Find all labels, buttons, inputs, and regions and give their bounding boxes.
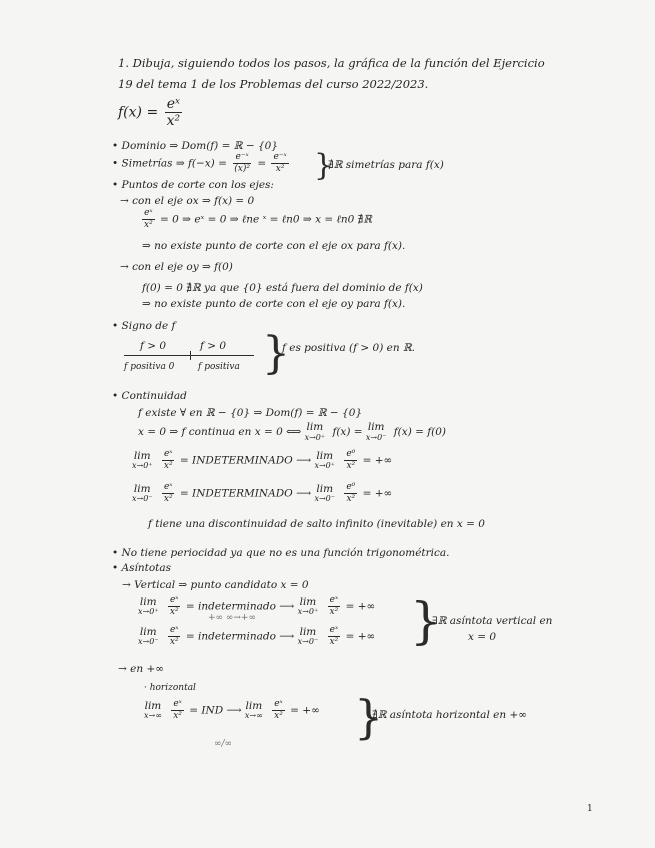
sign-number-line <box>124 355 254 356</box>
continuity-cond-rhs: f(x) = f(0) <box>393 425 447 438</box>
limit-right-sub-2: x→0⁺ <box>314 461 335 471</box>
asymptote-vertical-conclusion-1: ∃ℝ asíntota vertical en <box>432 615 553 627</box>
asymptotes-heading: • Asíntotas <box>112 562 172 574</box>
continuity-cond-lim-2-word: lim <box>367 421 385 433</box>
cuts-ox-result: ⇒ no existe punto de corte con el eje ox para f(x). <box>142 240 406 252</box>
limit-right-mid: = INDETERMINADO ⟶ <box>179 454 312 467</box>
continuity-heading: • Continuidad <box>112 390 187 402</box>
cuts-ox-den: x² <box>144 220 153 230</box>
symmetry-f2-num: e⁻ˣ <box>273 152 287 162</box>
limit-left-op-2 <box>314 484 335 504</box>
sign-heading: • Signo de f <box>112 320 176 332</box>
asymptote-v-limit-left <box>138 626 375 647</box>
limit-left-fraction-2 <box>344 483 357 504</box>
h-op-2 <box>245 701 263 721</box>
asymptote-horizontal-label: · horizontal <box>144 683 196 693</box>
continuity-limit-left <box>132 483 392 504</box>
continuity-cond-lim-1-word: lim <box>306 421 324 433</box>
h-op <box>144 701 162 721</box>
symmetry-line <box>112 153 291 174</box>
v2-op-2 <box>298 627 319 647</box>
v1-sub: x→0⁺ <box>138 607 159 617</box>
h-fraction-2 <box>272 700 285 721</box>
domain-line: • Dominio ⇒ Dom(f) = ℝ − {0} <box>112 140 278 152</box>
symmetry-f2-den: x² <box>275 164 285 174</box>
function-definition <box>118 97 184 128</box>
h-mid: = IND ⟶ <box>189 704 242 717</box>
v1-op <box>138 597 159 617</box>
limit-right-result: = +∞ <box>362 454 393 467</box>
continuity-discontinuity: f tiene una discontinuidad de salto infinito (inevitable) en x = 0 <box>148 518 485 530</box>
continuity-cond-lim-2 <box>366 422 387 442</box>
symmetry-f1-den: (x)² <box>234 164 250 174</box>
v2-op <box>138 627 159 647</box>
h-word-2: lim <box>245 699 263 712</box>
v1-num: eˣ <box>169 595 179 605</box>
v1-num-2: eˣ <box>329 595 339 605</box>
asymptote-v-note: +∞ ∞→+∞ <box>208 613 256 623</box>
asymptote-h-limit <box>144 700 320 721</box>
function-fraction <box>165 97 183 128</box>
v1-fraction <box>168 596 181 617</box>
limit-left-fraction <box>162 483 175 504</box>
v1-den-2: x² <box>329 607 339 617</box>
continuity-condition <box>138 422 446 442</box>
v1-den: x² <box>169 607 179 617</box>
h-sub: x→∞ <box>144 711 162 721</box>
limit-left-result: = +∞ <box>362 487 393 500</box>
asymptote-horizontal-conclusion: ∄ℝ asíntota horizontal en +∞ <box>372 709 527 721</box>
h-word: lim <box>144 699 162 712</box>
limit-left-op <box>132 484 153 504</box>
limit-right-fraction-2 <box>344 450 357 471</box>
v2-den-2: x² <box>329 637 339 647</box>
limit-left-num: eˣ <box>163 482 173 492</box>
periodicity-line: • No tiene periocidad ya que no es una función trigonométrica. <box>112 547 450 559</box>
exercise-title-line-2: 19 del tema 1 de los Problemas del curso 2022/2023. <box>118 77 429 91</box>
continuity-cond-lhs: x = 0 ⇒ f continua en x = 0 ⟺ <box>138 425 302 438</box>
limit-left-mid: = INDETERMINADO ⟶ <box>179 487 312 500</box>
v2-sub-2: x→0⁻ <box>297 637 319 647</box>
symmetry-lhs: • Simetrías ⇒ f(−x) = <box>112 157 227 170</box>
v1-sub-2: x→0⁺ <box>297 607 319 617</box>
asymptote-vertical-conclusion-2: x = 0 <box>468 631 497 643</box>
continuity-cond-mid: f(x) = <box>332 425 363 438</box>
symmetry-f1-num: e⁻ˣ <box>235 152 249 162</box>
exercise-title-line-1: 1. Dibuja, siguiendo todos los pasos, la gráfica de la función del Ejercicio <box>118 56 545 70</box>
symmetry-brace: } <box>314 148 334 183</box>
v1-result: = +∞ <box>345 600 376 613</box>
cuts-oy-equation: f(0) = 0 ∄ℝ ya que {0} está fuera del dominio de f(x) <box>142 282 423 294</box>
sign-conclusion: f es positiva (f > 0) en ℝ. <box>282 342 416 354</box>
v2-word: lim <box>139 625 157 638</box>
asymptote-h-note: ∞/∞ <box>214 739 233 749</box>
symmetry-eq: = <box>257 157 267 170</box>
v1-fraction-2 <box>328 596 341 617</box>
limit-right-word: lim <box>133 449 151 462</box>
v2-num: eˣ <box>169 625 179 635</box>
symmetry-conclusion: ∄ℝ simetrías para f(x) <box>328 159 444 171</box>
limit-left-word: lim <box>133 482 151 495</box>
cuts-ox-rest: = 0 ⇒ eˣ = 0 ⇒ ℓne ˣ = ℓn0 ⇒ x = ℓn0 ∄ℝ <box>160 213 373 226</box>
v2-num-2: eˣ <box>329 625 339 635</box>
sign-zero-tick <box>190 351 191 360</box>
limit-left-den-2: x² <box>346 494 356 504</box>
continuity-exists: f existe ∀ en ℝ − {0} ⇒ Dom(f) = ℝ − {0} <box>138 407 363 419</box>
limit-left-num-2: e⁰ <box>346 482 356 492</box>
v2-result: = +∞ <box>345 630 376 643</box>
cuts-ox-fraction <box>142 209 155 230</box>
continuity-limit-right <box>132 450 392 471</box>
cuts-ox-num: eˣ <box>144 208 153 218</box>
h-fraction <box>171 700 184 721</box>
symmetry-fraction-1 <box>232 153 252 174</box>
asymptote-v-limit-right <box>138 596 375 617</box>
sign-brace: } <box>262 328 290 379</box>
limit-right-den-2: x² <box>346 461 356 471</box>
limit-right-num-2: e⁰ <box>346 449 356 459</box>
h-result: = +∞ <box>290 704 320 717</box>
limit-right-fraction <box>162 450 175 471</box>
page-number: 1 <box>587 804 593 814</box>
continuity-cond-lim-1 <box>305 422 326 442</box>
limit-right-word-2: lim <box>316 449 334 462</box>
h-num-2: eˣ <box>274 699 283 709</box>
v1-word-2: lim <box>299 595 317 608</box>
function-denominator: x² <box>166 113 181 129</box>
cuts-ox-line: → con el eje ox ⇒ f(x) = 0 <box>120 195 255 207</box>
h-den: x² <box>173 711 182 721</box>
function-lhs: f(x) = <box>118 104 159 121</box>
asymptote-horizontal-brace: } <box>354 690 384 744</box>
h-num: eˣ <box>173 699 182 709</box>
v2-den: x² <box>169 637 179 647</box>
limit-right-num: eˣ <box>163 449 173 459</box>
h-den-2: x² <box>274 711 283 721</box>
v2-word-2: lim <box>299 625 317 638</box>
h-sub-2: x→∞ <box>244 711 263 721</box>
sign-right-bottom: f positiva <box>198 362 240 372</box>
asymptote-vertical-line: → Vertical ⇒ punto candidato x = 0 <box>122 579 309 591</box>
cuts-oy-line: → con el eje oy ⇒ f(0) <box>120 261 233 273</box>
v2-mid: = indeterminado ⟶ <box>185 630 295 643</box>
limit-left-den: x² <box>163 494 173 504</box>
limit-right-op-2 <box>314 451 335 471</box>
v2-fraction-2 <box>328 626 341 647</box>
asymptote-at-infinity: → en +∞ <box>118 663 164 675</box>
v1-mid: = indeterminado ⟶ <box>185 600 295 613</box>
limit-left-sub-2: x→0⁻ <box>314 494 335 504</box>
cuts-oy-result: ⇒ no existe punto de corte con el eje oy para f(x). <box>142 298 406 310</box>
limit-right-den: x² <box>163 461 173 471</box>
continuity-cond-lim-2-sub: x→0⁻ <box>365 432 387 442</box>
limit-left-word-2: lim <box>316 482 334 495</box>
asymptote-vertical-brace: } <box>410 592 442 650</box>
sign-left-bottom: f positiva 0 <box>124 362 175 372</box>
cuts-ox-equation <box>140 209 372 230</box>
sign-right-top: f > 0 <box>200 340 227 352</box>
v1-word: lim <box>139 595 157 608</box>
v2-fraction <box>168 626 181 647</box>
limit-right-op <box>132 451 153 471</box>
limit-left-sub: x→0⁻ <box>132 494 153 504</box>
sign-left-top: f > 0 <box>140 340 167 352</box>
function-numerator: eˣ <box>166 96 181 112</box>
v1-op-2 <box>298 597 319 617</box>
v2-sub: x→0⁻ <box>138 637 159 647</box>
continuity-cond-lim-1-sub: x→0⁺ <box>304 432 326 442</box>
cuts-heading: • Puntos de corte con los ejes: <box>112 179 274 191</box>
symmetry-fraction-2 <box>271 153 288 174</box>
limit-right-sub: x→0⁺ <box>132 461 153 471</box>
